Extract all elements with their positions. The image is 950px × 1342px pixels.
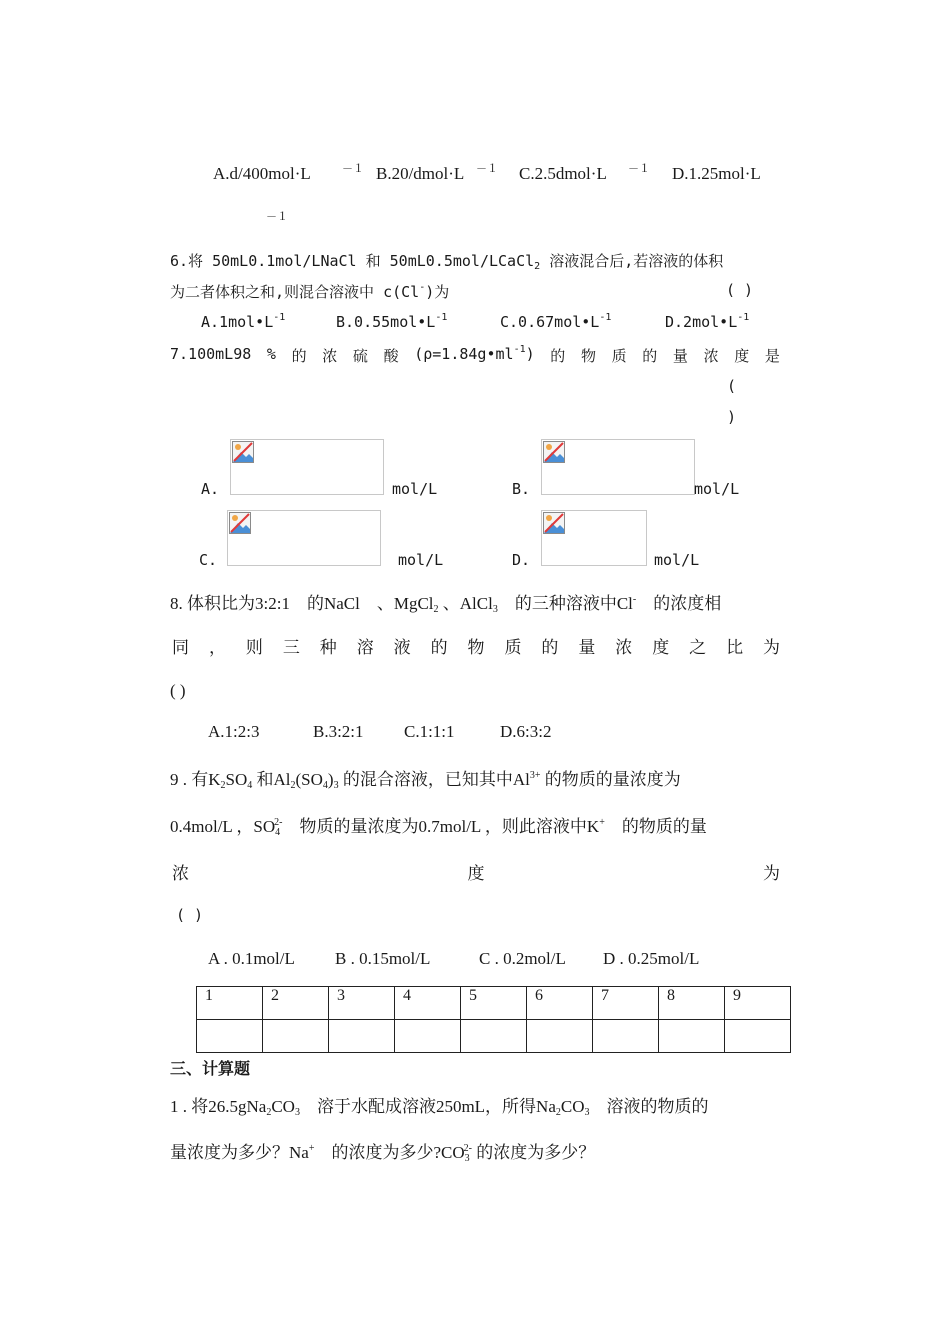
answer-table-header-cell: 4	[395, 987, 461, 1020]
q7-option-c-label: C.	[199, 551, 218, 569]
q8-option-d: D.6:3:2	[500, 722, 552, 741]
q5-option-a: A.d/400mol·L	[213, 164, 311, 183]
answer-cell[interactable]	[593, 1020, 659, 1053]
q6-option-b: $B.0.55mol•L^{-1}$	[336, 312, 448, 331]
q6-answer-paren: ( )	[726, 281, 754, 299]
answer-table-header-cell: 3	[329, 987, 395, 1020]
answer-table-header-cell: 9	[725, 987, 791, 1020]
q8-option-c: C.1:1:1	[404, 722, 455, 741]
answer-table-header-cell: 8	[659, 987, 725, 1020]
q7-option-c-unit: mol/L	[398, 551, 444, 569]
section-title: 三、计算题	[170, 1059, 251, 1078]
answer-cell[interactable]	[461, 1020, 527, 1053]
q7-option-b-unit: mol/L	[694, 480, 740, 498]
q6-option-c: $C.0.67mol•L^{-1}$	[500, 312, 612, 331]
q9-option-b: B . 0.15mol/L	[335, 949, 431, 968]
q7-option-b-label: B.	[512, 480, 531, 498]
answer-table-header-row	[197, 987, 791, 1020]
q8-question-line1: 8. 体积比为3:2:1 的NaCl 、MgCl2 、AlCl3 的三种溶液中Cl- 的浓度相	[170, 594, 722, 615]
q9-option-a: A . 0.1mol/L	[208, 949, 295, 968]
q9-option-d: D . 0.25mol/L	[603, 949, 700, 968]
q5-option-a-exponent: －１	[342, 163, 364, 175]
q6-question-line1: 6.将 50mL0.1mol/LNaCl 和 50mL0.5mol/LCaCl$_2$ 溶液混合后,若溶液的体积	[170, 252, 724, 272]
q5-option-b: B.20/dmol·L	[376, 164, 465, 183]
q7-option-d-unit: mol/L	[654, 551, 700, 569]
q7-option-a-label: A.	[201, 480, 220, 498]
answer-table-blank-row	[197, 1020, 791, 1053]
answer-cell[interactable]	[659, 1020, 725, 1053]
broken-image-icon	[229, 512, 251, 534]
q7-paren-open: (	[727, 377, 737, 395]
answer-cell[interactable]	[395, 1020, 461, 1053]
q7-option-d-label: D.	[512, 551, 531, 569]
q6-option-a: $A.1mol•L^{-1}$	[201, 312, 286, 331]
q7-question-line: 7.100mL98 % 的 浓 硫 酸 $(\rho=1.84g•ml^{-1})$ 的 物 质 的 量 浓 度 是	[170, 344, 780, 365]
q7-option-a-unit: mol/L	[392, 480, 438, 498]
answer-table	[196, 986, 791, 1053]
answer-cell[interactable]	[725, 1020, 791, 1053]
broken-image-icon	[232, 441, 254, 463]
answer-table-header-cell: 5	[461, 987, 527, 1020]
q5-option-c-exponent: －１	[628, 163, 650, 175]
q6-option-d: $D.2mol•L^{-1}$	[665, 312, 750, 331]
q5-option-b-exponent: －１	[476, 163, 498, 175]
answer-cell[interactable]	[329, 1020, 395, 1053]
q7-option-a-image	[230, 439, 384, 495]
broken-image-icon	[543, 441, 565, 463]
q8-option-b: B.3:2:1	[313, 722, 364, 741]
q7-paren-close: )	[727, 408, 737, 426]
q7-option-b-image	[541, 439, 695, 495]
q7-option-c-image	[227, 510, 381, 566]
q8-option-a: A.1:2:3	[208, 722, 260, 741]
q9-question-line3: 浓 度 为	[172, 864, 780, 883]
q7-option-d-image	[541, 510, 647, 566]
answer-cell[interactable]	[527, 1020, 593, 1053]
answer-cell[interactable]	[263, 1020, 329, 1053]
calc-q1-line2: 量浓度为多少？Na+ 的浓度为多少$?CO3^{2-}$ 的浓度为多少？	[170, 1143, 596, 1164]
q5-option-c: C.2.5dmol·L	[519, 164, 607, 183]
answer-table-header-cell: 6	[527, 987, 593, 1020]
broken-image-icon	[543, 512, 565, 534]
calc-q1-line1: 1 . 将26.5gNa2CO3 溶于水配成溶液250mL，所得Na2CO3 溶液的物质的	[170, 1097, 709, 1118]
q9-option-c: C . 0.2mol/L	[479, 949, 566, 968]
answer-table-header-cell: 1	[197, 987, 263, 1020]
answer-table-header-cell: 7	[593, 987, 659, 1020]
q5-option-d-exponent: －１	[266, 211, 288, 223]
q8-answer-paren: ( )	[170, 681, 186, 700]
q8-question-line2: 同 ， 则 三 种 溶 液 的 物 质 的 量 浓 度 之 比 为	[172, 638, 780, 657]
q6-question-line2: 为二者体积之和,则混合溶液中 c(Cl-)为	[170, 282, 450, 301]
q9-question-line1: 9 . 有K2SO4 和Al2(SO4)3 的混合溶液，已知其中$Al^{3+}$ 的物质的量浓度为	[170, 770, 681, 791]
q5-option-d: D.1.25mol·L	[672, 164, 761, 183]
answer-table-header-cell: 2	[263, 987, 329, 1020]
q9-answer-paren: ( )	[176, 906, 204, 924]
answer-cell[interactable]	[197, 1020, 263, 1053]
q9-question-line2: 0.4mol/L ，$SO4^{2-}$ 物质的量浓度为0.7mol/L ，则此溶液中K+ 的物质的量	[170, 817, 707, 838]
